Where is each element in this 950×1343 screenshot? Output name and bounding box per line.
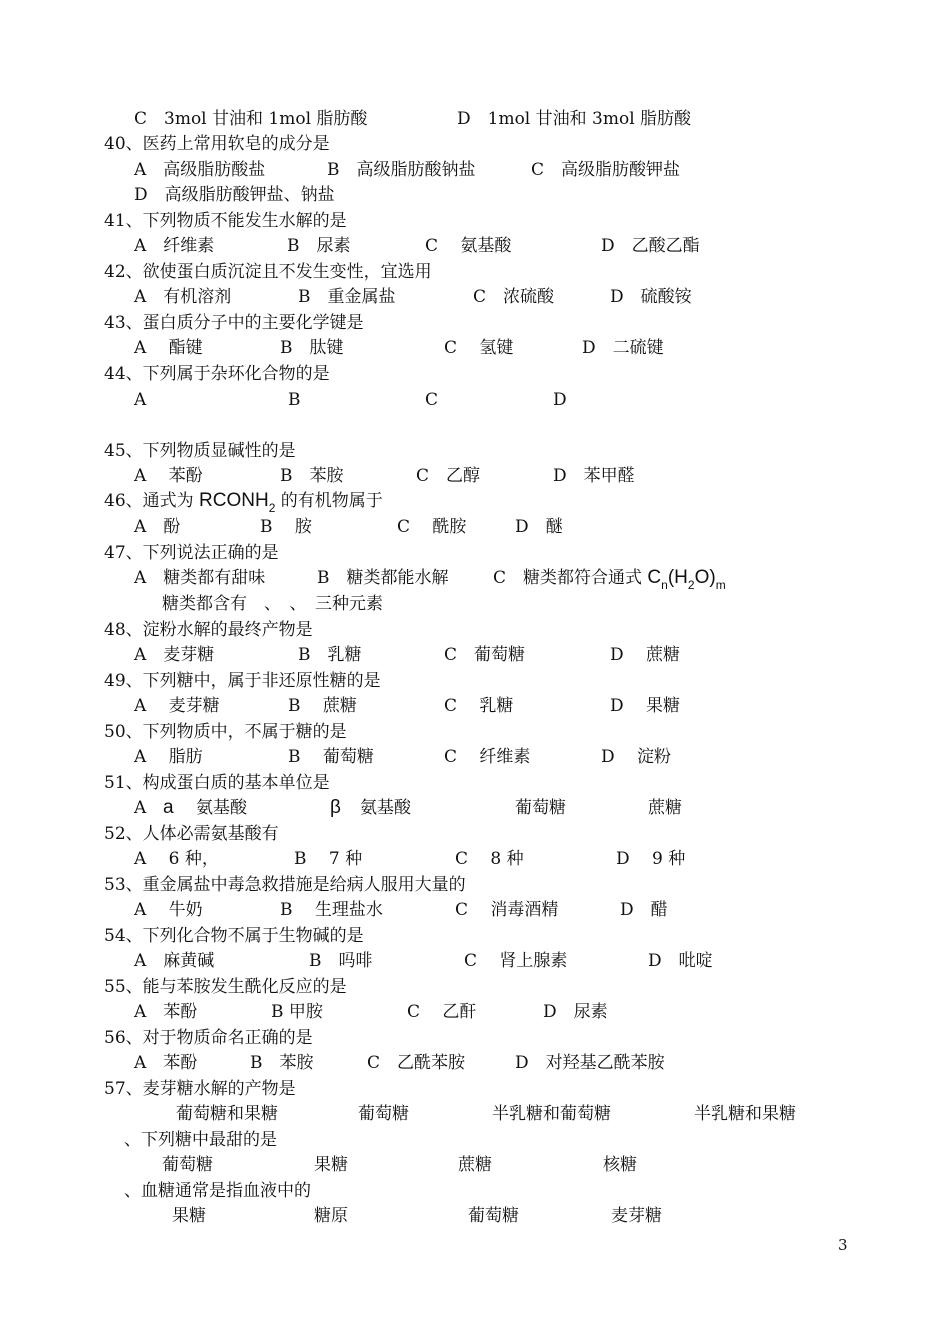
line-segment: 45、下列物质显碱性的是 — [104, 441, 296, 461]
line-segment: C 8 种 — [455, 849, 524, 869]
line-segment: 42、欲使蛋白质沉淀且不发生变性，宜选用 — [104, 262, 432, 282]
q51-beta-text: 氨基酸 — [360, 798, 411, 818]
page-number: 3 — [838, 1236, 848, 1254]
line-segment: B 吗啡 — [309, 951, 373, 971]
line-segment: D 9 种 — [616, 849, 686, 869]
line-segment: 56、对于物质命名正确的是 — [104, 1028, 313, 1048]
line-segment: D 对羟基乙酰苯胺 — [515, 1053, 665, 1073]
line-segment: 54、下列化合物不属于生物碱的是 — [104, 926, 364, 946]
line-segment: B 胺 — [260, 517, 312, 537]
line-segment: 糖类都含有 、 、 三种元素 — [162, 594, 383, 614]
line-segment: C 纤维素 — [444, 747, 531, 767]
line-segment: B — [288, 390, 301, 410]
line-segment: C 酰胺 — [397, 517, 467, 537]
line-segment: D 淀粉 — [601, 747, 672, 767]
line-segment: A 脂肪 — [134, 747, 203, 767]
line-segment: D 尿素 — [543, 1002, 608, 1022]
line-segment: D 高级脂肪酸钾盐、钠盐 — [134, 185, 335, 205]
line-segment: 44、下列属于杂环化合物的是 — [104, 364, 330, 384]
line-segment: A 苯酚 — [134, 1053, 198, 1073]
line-segment: 、下列糖中最甜的是 — [124, 1130, 277, 1150]
line-segment: D 1mol 甘油和 3mol 脂肪酸 — [457, 109, 692, 129]
line-segment: C 乳糖 — [444, 696, 514, 716]
line-segment: B 苯胺 — [250, 1053, 314, 1073]
line-segment: A 高级脂肪酸盐 — [134, 160, 266, 180]
line-segment: B 肽键 — [280, 338, 344, 358]
line-segment: A 有机溶剂 — [134, 287, 232, 307]
q51-option-a-label: A — [134, 798, 147, 818]
line-segment: A 6 种， — [134, 849, 219, 869]
line-segment: 糖原 — [314, 1206, 348, 1226]
q46-prefix: 46、通式为 — [104, 491, 200, 511]
line-segment: A 麻黄碱 — [134, 951, 215, 971]
line-segment: 55、能与苯胺发生酰化反应的是 — [104, 977, 347, 997]
line-segment: B 蔗糖 — [288, 696, 357, 716]
line-segment: B 葡萄糖 — [288, 747, 374, 767]
q51-alpha-text: 氨基酸 — [196, 798, 247, 818]
line-segment: 57、麦芽糖水解的产物是 — [104, 1079, 296, 1099]
q46-suffix: 的有机物属于 — [275, 491, 383, 511]
line-segment: 53、重金属盐中毒急救措施是给病人服用大量的 — [104, 875, 466, 895]
line-segment: D 苯甲醛 — [553, 466, 635, 486]
line-segment: D 醋 — [620, 900, 668, 920]
line-segment: 41、下列物质不能发生水解的是 — [104, 211, 347, 231]
line-segment: 半乳糖和葡萄糖 — [492, 1104, 611, 1124]
line-segment: A 酚 — [134, 517, 181, 537]
line-segment: A 苯酚 — [134, 466, 203, 486]
line-segment: C 氢键 — [444, 338, 514, 358]
line-segment: C 乙酰苯胺 — [367, 1053, 466, 1073]
line-segment: D — [553, 390, 567, 410]
line-segment: C 消毒酒精 — [455, 900, 559, 920]
line-segment: B 乳糖 — [298, 645, 362, 665]
line-segment: 49、下列糖中，属于非还原性糖的是 — [104, 671, 381, 691]
q51-beta-symbol: β — [330, 797, 341, 818]
q47-formula-m: m — [715, 578, 726, 592]
q47-formula-o: O) — [694, 567, 716, 588]
line-segment: 果糖 — [314, 1155, 348, 1175]
line-segment: 40、医药上常用软皂的成分是 — [104, 134, 330, 154]
q47-stem-text: 47、下列说法正确的是 — [104, 543, 279, 563]
line-segment: C 乙醇 — [416, 466, 481, 486]
q47-formula-n: n — [661, 578, 668, 592]
line-segment: B 苯胺 — [280, 466, 344, 486]
q47-formula-2: 2 — [687, 578, 695, 592]
line-segment: B 生理盐水 — [280, 900, 383, 920]
line-segment: A 纤维素 — [134, 236, 215, 256]
q51-option-d: 蔗糖 — [648, 798, 682, 818]
q47-option-b: B 糖类都能水解 — [317, 568, 449, 588]
line-segment: C — [425, 390, 439, 410]
q47-option-c — [493, 565, 726, 592]
line-segment: B 重金属盐 — [298, 287, 396, 307]
q46-formula — [199, 490, 276, 515]
line-segment: 半乳糖和果糖 — [694, 1104, 796, 1124]
line-segment: C 葡萄糖 — [444, 645, 526, 665]
q47-option-c-text: C 糖类都符合通式 — [493, 568, 648, 588]
line-segment: C 肾上腺素 — [464, 951, 568, 971]
line-segment: D 果糖 — [610, 696, 681, 716]
line-segment: B 甲胺 — [271, 1002, 323, 1022]
line-segment: 葡萄糖和果糖 — [176, 1104, 278, 1124]
line-segment: D 乙酸乙酯 — [601, 236, 700, 256]
q47-formula-h: (H — [667, 567, 688, 588]
line-segment: 葡萄糖 — [468, 1206, 519, 1226]
line-segment: 43、蛋白质分子中的主要化学键是 — [104, 313, 364, 333]
line-segment: D 二硫键 — [582, 338, 664, 358]
line-segment: D 硫酸铵 — [610, 287, 692, 307]
q51-alpha-symbol: a — [163, 797, 174, 818]
line-segment: C 氨基酸 — [425, 236, 512, 256]
line-segment: C 浓硫酸 — [473, 287, 555, 307]
line-segment: C 乙酐 — [407, 1002, 477, 1022]
line-segment: 麦芽糖 — [611, 1206, 662, 1226]
line-segment: 48、淀粉水解的最终产物是 — [104, 620, 313, 640]
line-segment: 、血糖通常是指血液中的 — [124, 1181, 311, 1201]
line-segment: A — [134, 390, 147, 410]
line-segment: A 苯酚 — [134, 1002, 198, 1022]
line-segment: 52、人体必需氨基酸有 — [104, 824, 279, 844]
q47-formula-c: C — [647, 567, 662, 588]
line-segment: A 牛奶 — [134, 900, 203, 920]
line-segment: A 麦芽糖 — [134, 696, 220, 716]
line-segment: 核糖 — [603, 1155, 637, 1175]
line-segment: 葡萄糖 — [358, 1104, 409, 1124]
line-segment: D 蔗糖 — [610, 645, 681, 665]
q51-option-c: 葡萄糖 — [515, 798, 566, 818]
line-segment: 果糖 — [172, 1206, 206, 1226]
line-segment: 蔗糖 — [458, 1155, 492, 1175]
line-segment: C 3mol 甘油和 1mol 脂肪酸 — [134, 109, 368, 129]
line-segment: 51、构成蛋白质的基本单位是 — [104, 773, 330, 793]
line-segment: A 麦芽糖 — [134, 645, 215, 665]
line-segment: C 高级脂肪酸钾盐 — [531, 160, 681, 180]
q47-option-a: A 糖类都有甜味 — [134, 568, 266, 588]
q47-formula — [647, 567, 726, 592]
line-segment: B 7 种 — [294, 849, 363, 869]
line-segment: B 高级脂肪酸钠盐 — [327, 160, 476, 180]
line-segment: A 酯键 — [134, 338, 203, 358]
line-segment: 葡萄糖 — [162, 1155, 213, 1175]
q46-formula-sub: 2 — [268, 501, 276, 515]
line-segment: D 醚 — [515, 517, 563, 537]
q46-formula-main: RCONH — [199, 490, 269, 511]
line-segment: D 吡啶 — [648, 951, 713, 971]
line-segment: 50、下列物质中，不属于糖的是 — [104, 722, 347, 742]
line-segment: B 尿素 — [287, 236, 351, 256]
